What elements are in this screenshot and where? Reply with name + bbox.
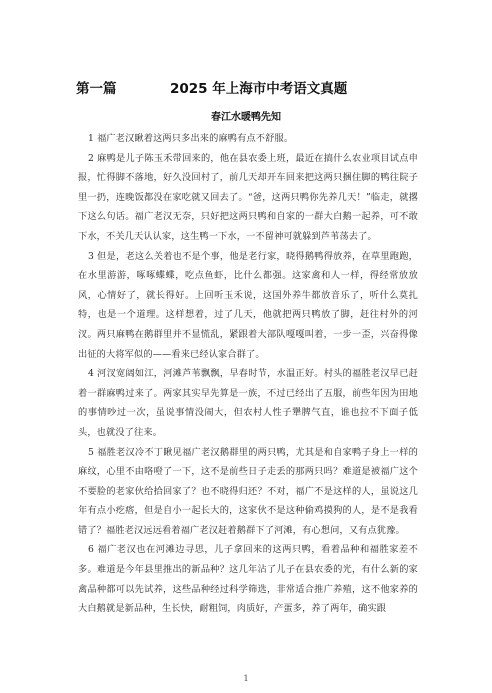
document-heading xyxy=(76,77,436,97)
paragraph-4: 4 河汊宽阔如江，河滩芦苇飘飘，早春时节，水温正好。村头的福胜老汉早已赶着一群麻鸭过来了。两家其实早先算是一族，不过已经出了五服，前些年因为田地的事情吵过一次，虽说事情没闹大，但农村人性子犟脾气直，谁也拉不下面子低头，也就没了往来。 xyxy=(78,368,418,438)
paragraph-6: 6 福广老汉也在河滩边寻思，儿子拿回来的这两只鸭，看着品种和福胜家差不多。难道是今年县里推出的新品种？这几年沾了儿子在县农委的光，有什么新的家禽品种都可以先试养，这些品种经过科学筛选，非常适合推广养殖，这不他家养的大白鹅就是新品种，生长快，耐粗饲，肉质好，产蛋多，养了两年，确实跟 xyxy=(78,544,418,615)
chapter-label: 第一篇 xyxy=(76,81,117,97)
paragraph-1: 1 福广老汉瞅着这两只多出来的麻鸭有点不舒服。 xyxy=(88,133,294,144)
paragraph-2: 2 麻鸭是儿子陈玉禾带回来的，他在县农委上班，最近在搞什么农业项目试点申报，忙得脚不落地，好久没回村了，前几天却开车回来把这两只捆住脚的鸭往院子里一扔，连晚饭都没在家吃就又回去了。“爸，这两只鸭你先养几天！”临走，就撂下这么句话。福广老汉无奈，只好把这两只鸭和自家的一群大白鹅一起养，可不敢下水，不关几天认认家，这生鸭一下水，一不留神可就躲到芦苇荡去了。 xyxy=(78,152,418,242)
story-title: 春江水暖鸭先知 xyxy=(211,112,281,123)
document-title: 2025 年上海市中考语文真题 xyxy=(170,81,348,97)
page-number: 1 xyxy=(243,674,249,683)
paragraph-3: 3 但是，老这么关着也不是个事，他是老行家，晓得鹅鸭得放养，在草里跑跑，在水里游游，啄啄蝶蝶，吃点鱼虾，比什么都强。这家禽和人一样，得经常放放风，心情好了，就长得好。上回听玉禾说，这国外养牛都放音乐了，听什么莫扎特，也是一个道理。这样想着，过了几天，他就把两只鸭放了脚，赶往村外的河汊。两只麻鸭在鹅群里并不显慌乱，紧跟着大部队嘎嘎叫着，一步一歪，兴奋得像出征的大将军似的——看来已经认家合群了。 xyxy=(78,250,418,360)
paragraph-5: 5 福胜老汉冷不丁瞅见福广老汉鹅群里的两只鸭，尤其是和自家鸭子身上一样的麻纹，心里不由咯噔了一下，这不是前些日子走丢的那两只吗？难道是被福广这个不要脸的老家伙给拾回家了？也不晓得归还？不对，福广不是这样的人，虽说这几年有点小疙瘩，但是自小一起长大的，这家伙不是这种偷鸡摸狗的人，是不是我看错了？福胜老汉远远看着福广老汉赶着鹅群下了河滩，有心想问，又有点犹豫。 xyxy=(78,446,418,536)
story-body xyxy=(78,129,418,619)
